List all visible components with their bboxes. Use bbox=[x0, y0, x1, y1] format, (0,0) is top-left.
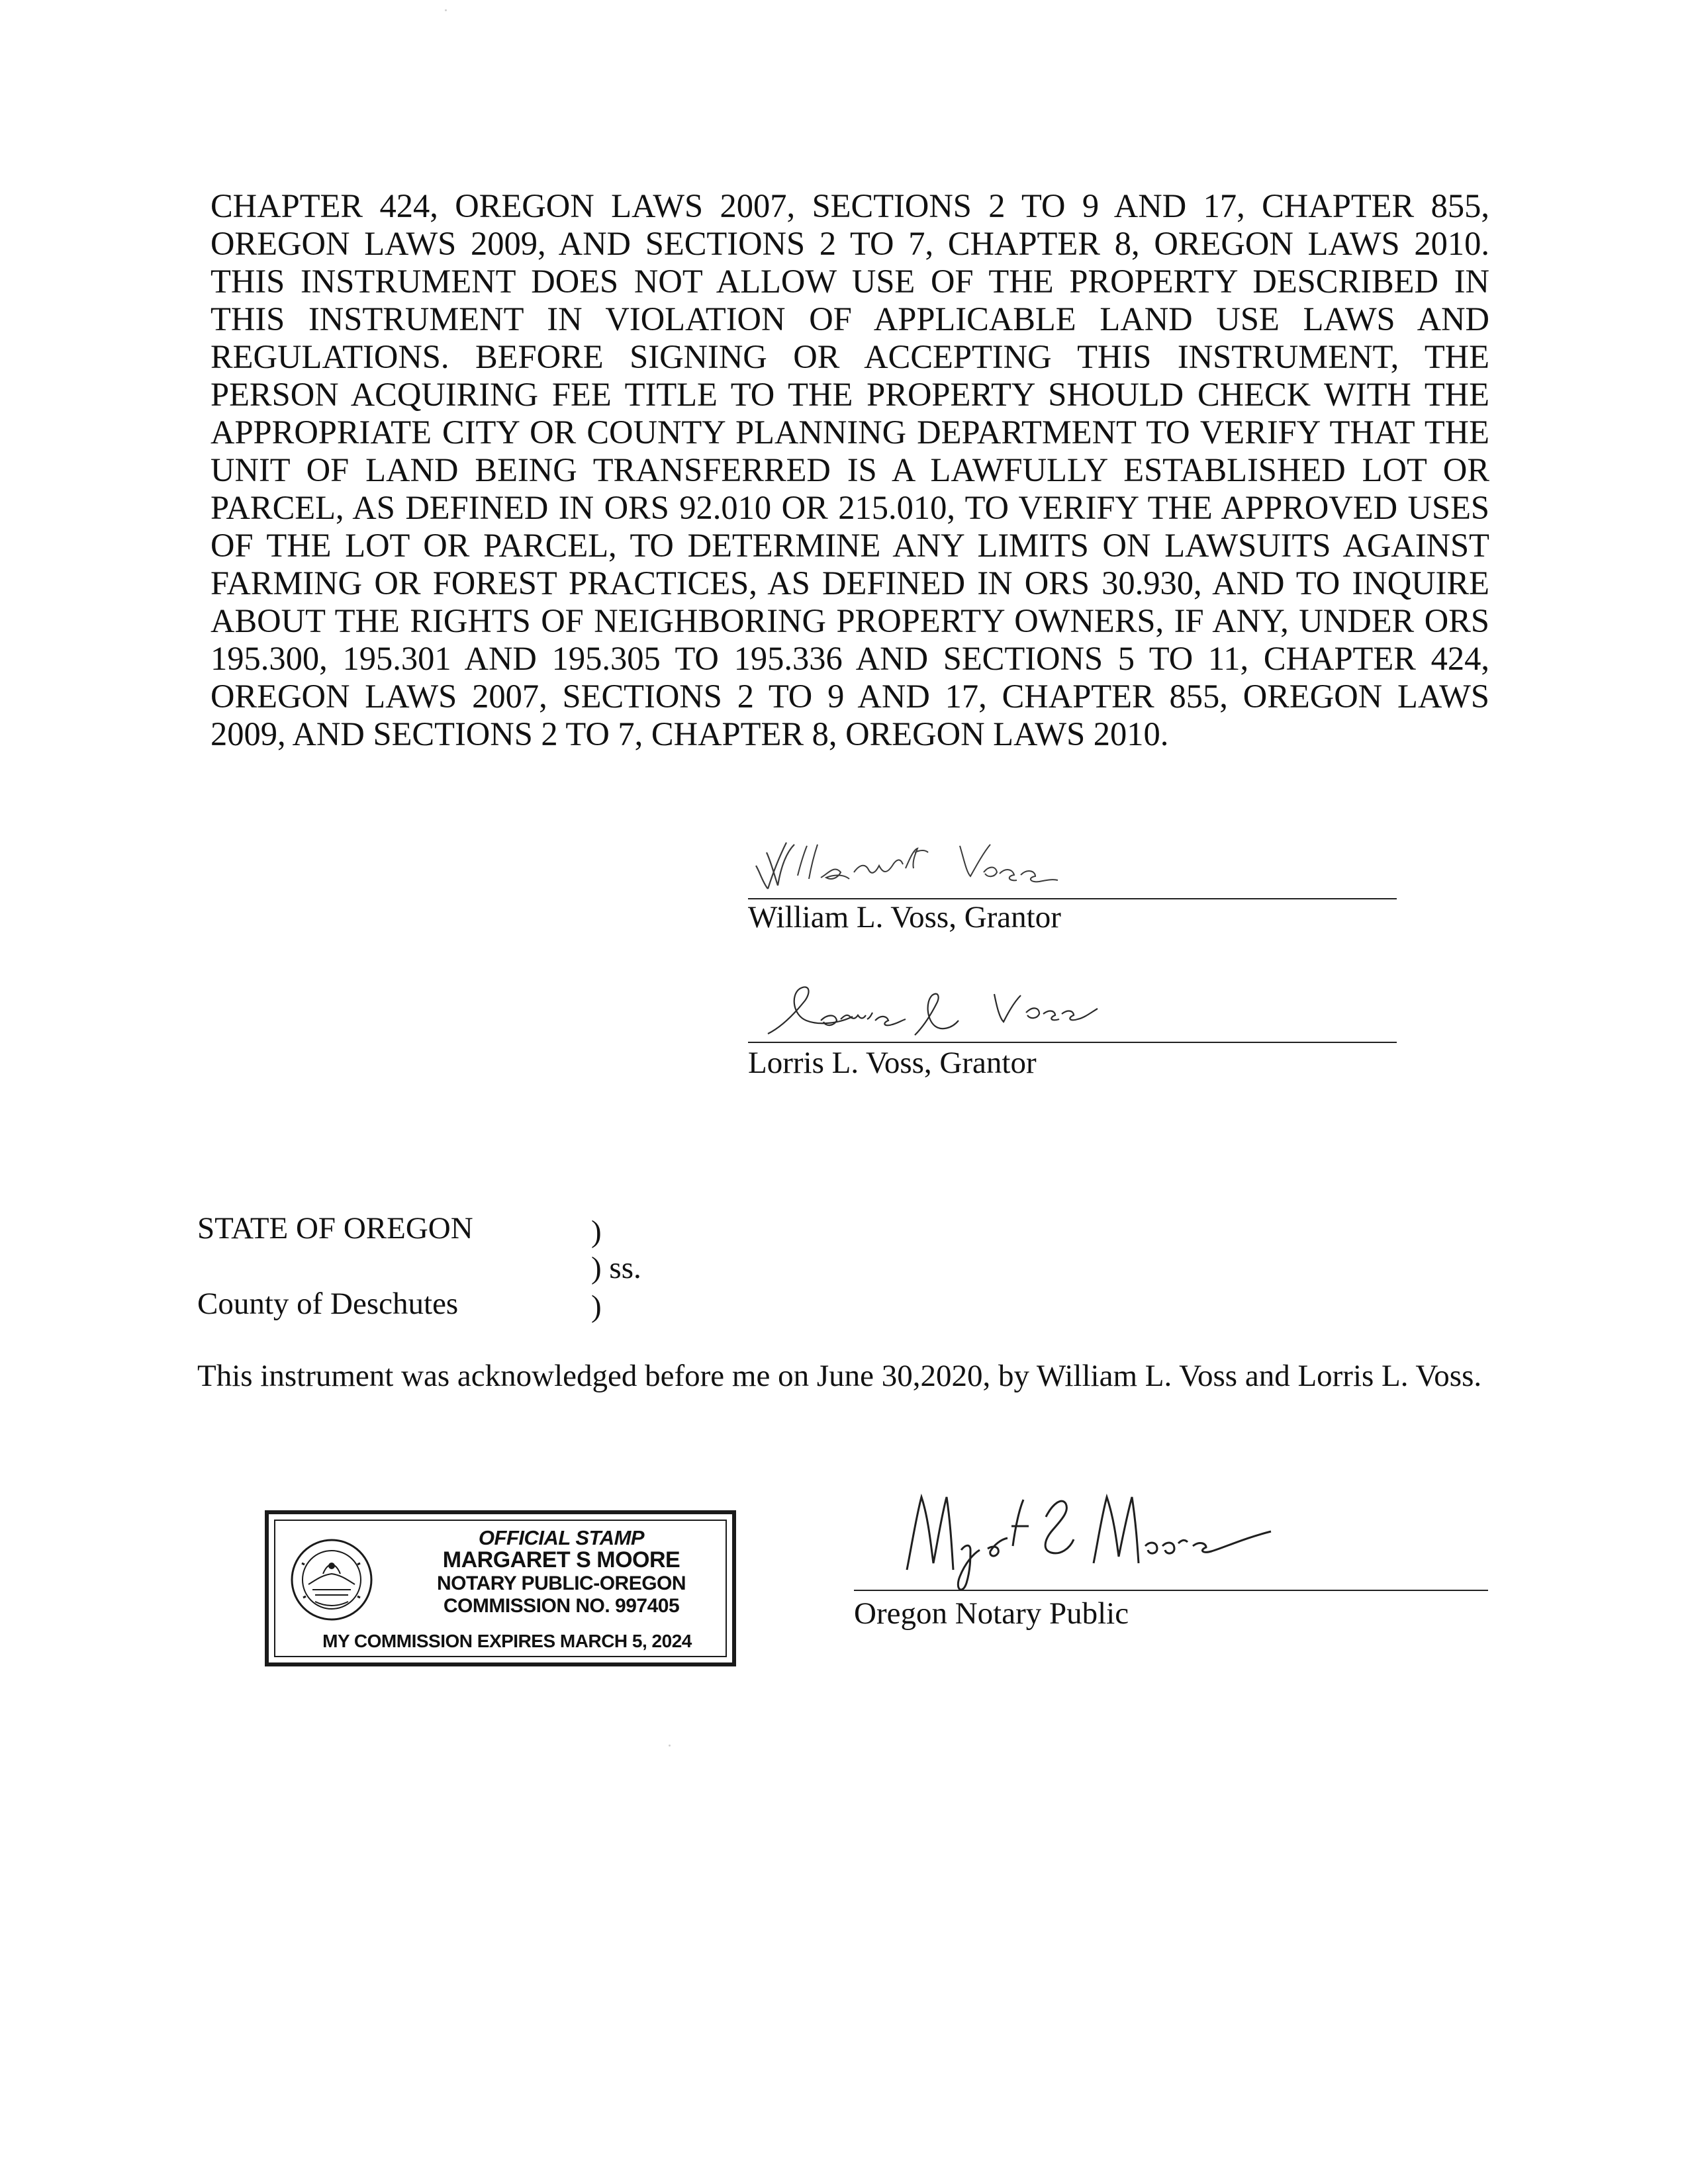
oregon-state-seal-icon bbox=[289, 1537, 375, 1623]
venue-paren: ) bbox=[591, 1289, 602, 1324]
stamp-commission-expiry: MY COMMISSION EXPIRES MARCH 5, 2024 bbox=[322, 1631, 692, 1651]
notary-signature bbox=[900, 1477, 1350, 1590]
land-use-disclaimer-paragraph: CHAPTER 424, OREGON LAWS 2007, SECTIONS 2 TO 9 AND 17, CHAPTER 855, OREGON LAWS 2009, AND SECTIONS 2 TO 7, CHAPTER 8, OREGON LAWS 2010. THIS INSTRUMENT DOES NOT ALLOW USE OF THE PROPERTY DESCRIBED IN THIS INSTRUMENT IN VIOLATION OF APPLICABLE LAND USE LAWS AND REGULATIONS. BEFORE SIGNING OR ACCEPTING THIS INSTRUMENT, THE PERSON ACQUIRING FEE TITLE TO THE PROPERTY SHOULD CHECK WITH THE APPROPRIATE CITY OR COUNTY PLANNING DEPARTMENT TO VERIFY THAT THE UNIT OF LAND BEING TRANSFERRED IS A LAWFULLY ESTABLISHED LOT OR PARCEL, AS DEFINED IN ORS 92.010 OR 215.010, TO VERIFY THE APPROVED USES OF THE LOT OR PARCEL, TO DETERMINE ANY LIMITS ON LAWSUITS AGAINST FARMING OR FOREST PRACTICES, AS DEFINED IN ORS 30.930, AND TO INQUIRE ABOUT THE RIGHTS OF NEIGHBORING PROPERTY OWNERS, IF ANY, UNDER ORS 195.300, 195.301 AND 195.305 TO 195.336 AND SECTIONS 5 TO 11, CHAPTER 424, OREGON LAWS 2007, SECTIONS 2 TO 9 AND 17, CHAPTER 855, OREGON LAWS 2009, AND SECTIONS 2 TO 7, CHAPTER 8, OREGON LAWS 2010. bbox=[211, 187, 1489, 752]
notary-caption: Oregon Notary Public bbox=[854, 1596, 1129, 1631]
stamp-title: OFFICIAL STAMP bbox=[478, 1526, 645, 1549]
stamp-commission-number: COMMISSION NO. 997405 bbox=[443, 1595, 680, 1617]
grantor-1-caption: William L. Voss, Grantor bbox=[748, 900, 1061, 934]
william-voss-signature bbox=[748, 826, 1145, 899]
stamp-notary-name: MARGARET S MOORE bbox=[442, 1547, 680, 1572]
notary-signature-line bbox=[854, 1590, 1488, 1591]
venue-county: County of Deschutes bbox=[197, 1287, 459, 1321]
lorris-voss-signature bbox=[748, 974, 1225, 1047]
stamp-notary-title: NOTARY PUBLIC-OREGON bbox=[436, 1572, 686, 1594]
notary-official-stamp bbox=[265, 1510, 736, 1666]
acknowledgment-statement: This instrument was acknowledged before me on June 30,2020, by William L. Voss and Lorris L. Voss. bbox=[197, 1359, 1482, 1393]
venue-ss: ) ss. bbox=[591, 1251, 641, 1285]
grantor-2-signature-line bbox=[748, 1042, 1397, 1043]
grantor-1-signature-line bbox=[748, 898, 1397, 899]
grantor-2-caption: Lorris L. Voss, Grantor bbox=[748, 1046, 1037, 1080]
venue-state: STATE OF OREGON bbox=[197, 1211, 473, 1246]
stamp-inner-border bbox=[274, 1520, 727, 1657]
scan-speck bbox=[445, 9, 447, 11]
venue-paren: ) bbox=[591, 1214, 602, 1249]
scan-speck bbox=[669, 1745, 671, 1747]
